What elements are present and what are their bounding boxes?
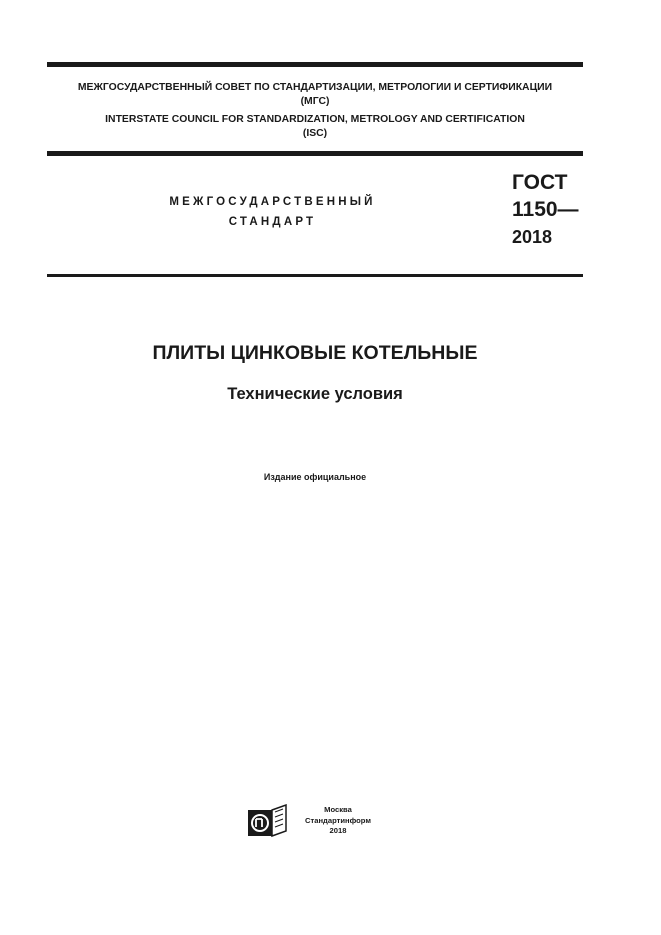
designation-year: 2018 [512,227,553,247]
council-abbr-en: (ISC) [302,128,328,139]
council-name-ru [47,81,583,109]
council-name-ru-line1: МЕЖГОСУДАРСТВЕННЫЙ СОВЕТ ПО СТАНДАРТИЗАЦИИ, МЕТРОЛОГИИ И СЕРТИФИКАЦИИ [77,82,553,93]
bottom-rule [47,274,583,277]
edition-label: Издание официальное [263,472,367,482]
standard-kind-line2: СТАНДАРТ [228,216,317,228]
council-abbr-ru: (МГС) [300,96,330,107]
designation-prefix: ГОСТ [512,171,568,194]
standard-kind [130,192,415,232]
publisher-year: 2018 [329,826,347,835]
document-title: ПЛИТЫ ЦИНКОВЫЕ КОТЕЛЬНЫЕ [152,342,478,364]
middle-rule [47,151,583,156]
designation-number: 1150— [512,198,579,221]
document-subtitle: Технические условия [227,385,403,403]
council-name-en [47,113,583,141]
publisher-name: Стандартинформ [305,815,371,825]
standard-kind-line1: МЕЖГОСУДАРСТВЕННЫЙ [169,196,376,208]
top-rule [47,62,583,67]
publisher-info [295,805,381,837]
standartinform-logo-icon [247,804,287,838]
council-name-en-line1: INTERSTATE COUNCIL FOR STANDARDIZATION, METROLOGY AND CERTIFICATION [105,114,525,125]
standard-designation [512,170,579,250]
publisher-city: Москва [324,805,352,814]
